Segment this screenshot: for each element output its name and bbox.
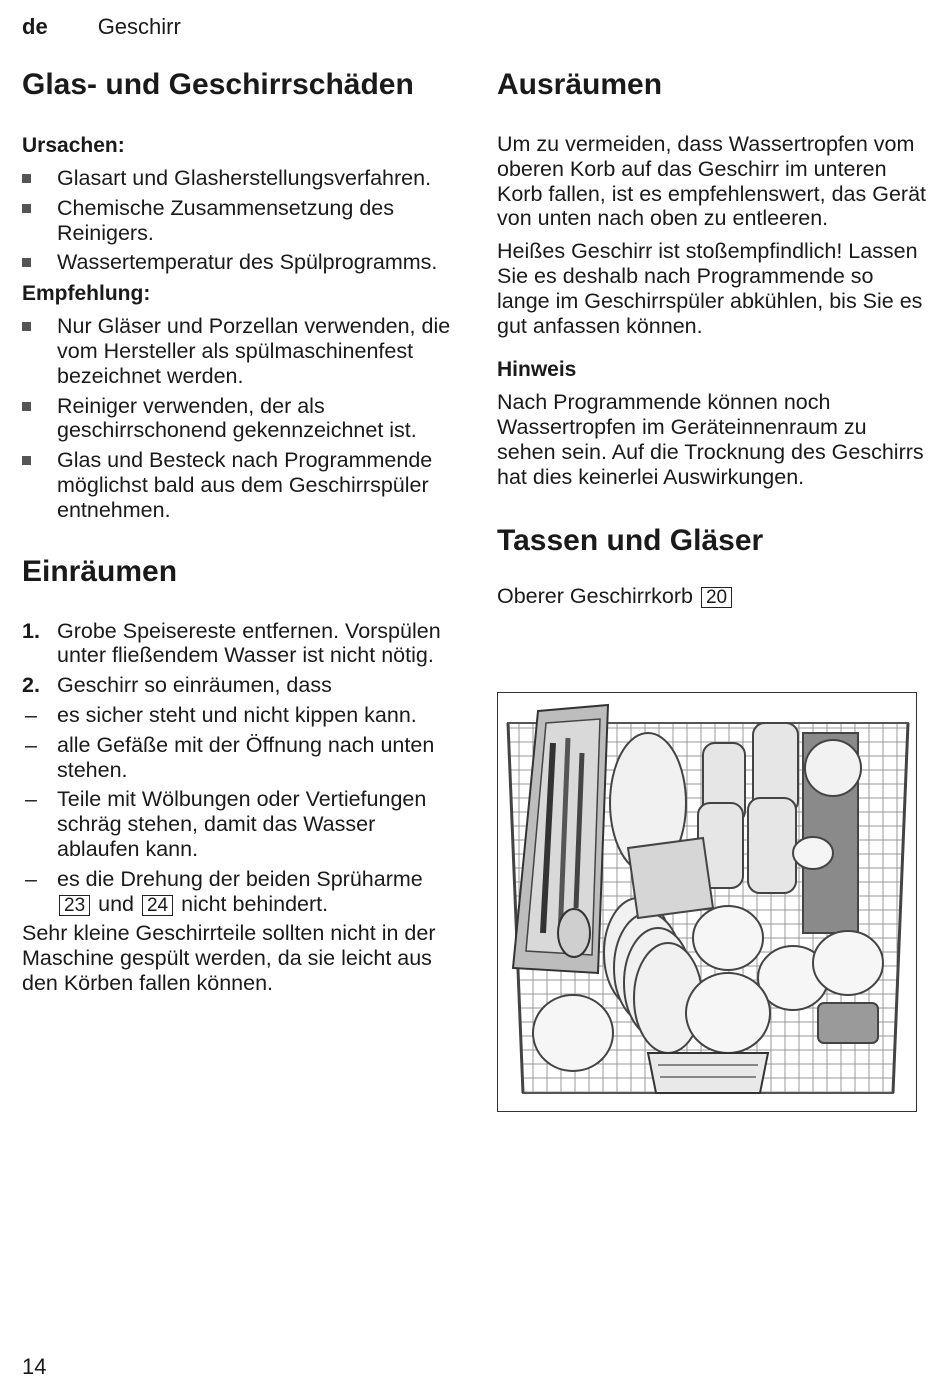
reference-number: 20: [701, 587, 732, 608]
cups-heading: Tassen und Gläser: [497, 523, 764, 557]
unloading-heading: Ausräumen: [497, 68, 663, 101]
hot-dishes-paragraph: Heißes Geschirr ist stoßempfindlich! Lassen Sie es deshalb nach Programmende so lange im Geschirrspüler abkühlen, bis Sie es gut anfassen können.: [497, 239, 923, 338]
right-column: [497, 66, 927, 616]
loading-heading: Einräumen: [22, 554, 178, 588]
language-tag: de: [22, 14, 48, 39]
unloading-paragraph: Um zu vermeiden, dass Wassertropfen vom oberen Korb auf das Geschirr im unteren Korb fallen, ist es empfehlenswert, das Gerät von unten nach oben zu entleeren.: [497, 132, 927, 231]
list-item: Glas und Besteck nach Programmende möglichst bald aus dem Geschirrspüler entnehmen.: [22, 448, 462, 522]
bullet-square-icon: [22, 204, 31, 213]
recommendation-label: Empfehlung:: [22, 282, 151, 306]
small-items-note: Sehr kleine Geschirrteile sollten nicht in der Maschine gespült werden, da sie leicht aus den Körben fallen können.: [22, 921, 436, 995]
step-sublist: [22, 703, 462, 916]
step-item: 1. Grobe Speisereste entfernen. Vorspülen unter fließendem Wasser ist nicht nötig.: [22, 618, 441, 668]
upper-basket-illustration: [497, 692, 917, 1112]
hint-label: Hinweis: [497, 358, 577, 382]
bullet-square-icon: [22, 322, 31, 331]
bullet-square-icon: [22, 174, 31, 183]
list-item: Glasart und Glasherstellungsverfahren.: [22, 166, 462, 191]
recommendation-list: [22, 314, 462, 522]
list-item: Nur Gläser und Porzellan verwenden, die vom Hersteller als spülmaschinenfest bezeichnet werden.: [22, 314, 462, 388]
page-number: 14: [22, 1354, 47, 1379]
bullet-square-icon: [22, 402, 31, 411]
list-item: Chemische Zusammensetzung des Reinigers.: [22, 196, 462, 246]
page-header: [22, 14, 181, 40]
sub-item: – es sicher steht und nicht kippen kann.: [25, 702, 417, 727]
sub-item: – Teile mit Wölbungen oder Vertiefungen schräg stehen, damit das Wasser ablaufen kann.: [25, 787, 427, 861]
list-item: Reiniger verwenden, der als geschirrschonend gekennzeichnet ist.: [22, 394, 462, 444]
loading-steps: [22, 619, 462, 917]
basket-drawing: [498, 693, 916, 1111]
step-item: 2. Geschirr so einräumen, dass – es sicher steht und nicht kippen kann. – alle Gefäße mit der Öffnung nach unten stehen. – Teile mit Wölbungen oder Vertiefungen schräg stehen, damit das Wasser ablaufen kann. – es die Drehung der beiden Sprüharme 23 und 24 nicht behindert.: [22, 673, 462, 916]
causes-label: Ursachen:: [22, 134, 125, 157]
reference-number: 24: [142, 895, 173, 916]
sub-item: – alle Gefäße mit der Öffnung nach unten stehen.: [25, 732, 435, 782]
bullet-square-icon: [22, 258, 31, 267]
figure-caption: Oberer Geschirrkorb 20: [497, 584, 927, 609]
left-column: [22, 66, 462, 1004]
sub-item: – es die Drehung der beiden Sprüharme 23 und 24 nicht behindert.: [25, 866, 423, 916]
causes-list: [22, 166, 462, 275]
section-title: Geschirr: [97, 14, 181, 39]
damage-heading: Glas- und Geschirrschäden: [22, 68, 414, 101]
hint-paragraph: Nach Programmende können noch Wassertropfen im Geräteinnenraum zu sehen sein. Auf die Trocknung des Geschirrs hat dies keinerlei Auswirkungen.: [497, 390, 924, 489]
reference-number: 23: [59, 895, 90, 916]
bullet-square-icon: [22, 456, 31, 465]
list-item: Wassertemperatur des Spülprogramms.: [22, 250, 462, 275]
